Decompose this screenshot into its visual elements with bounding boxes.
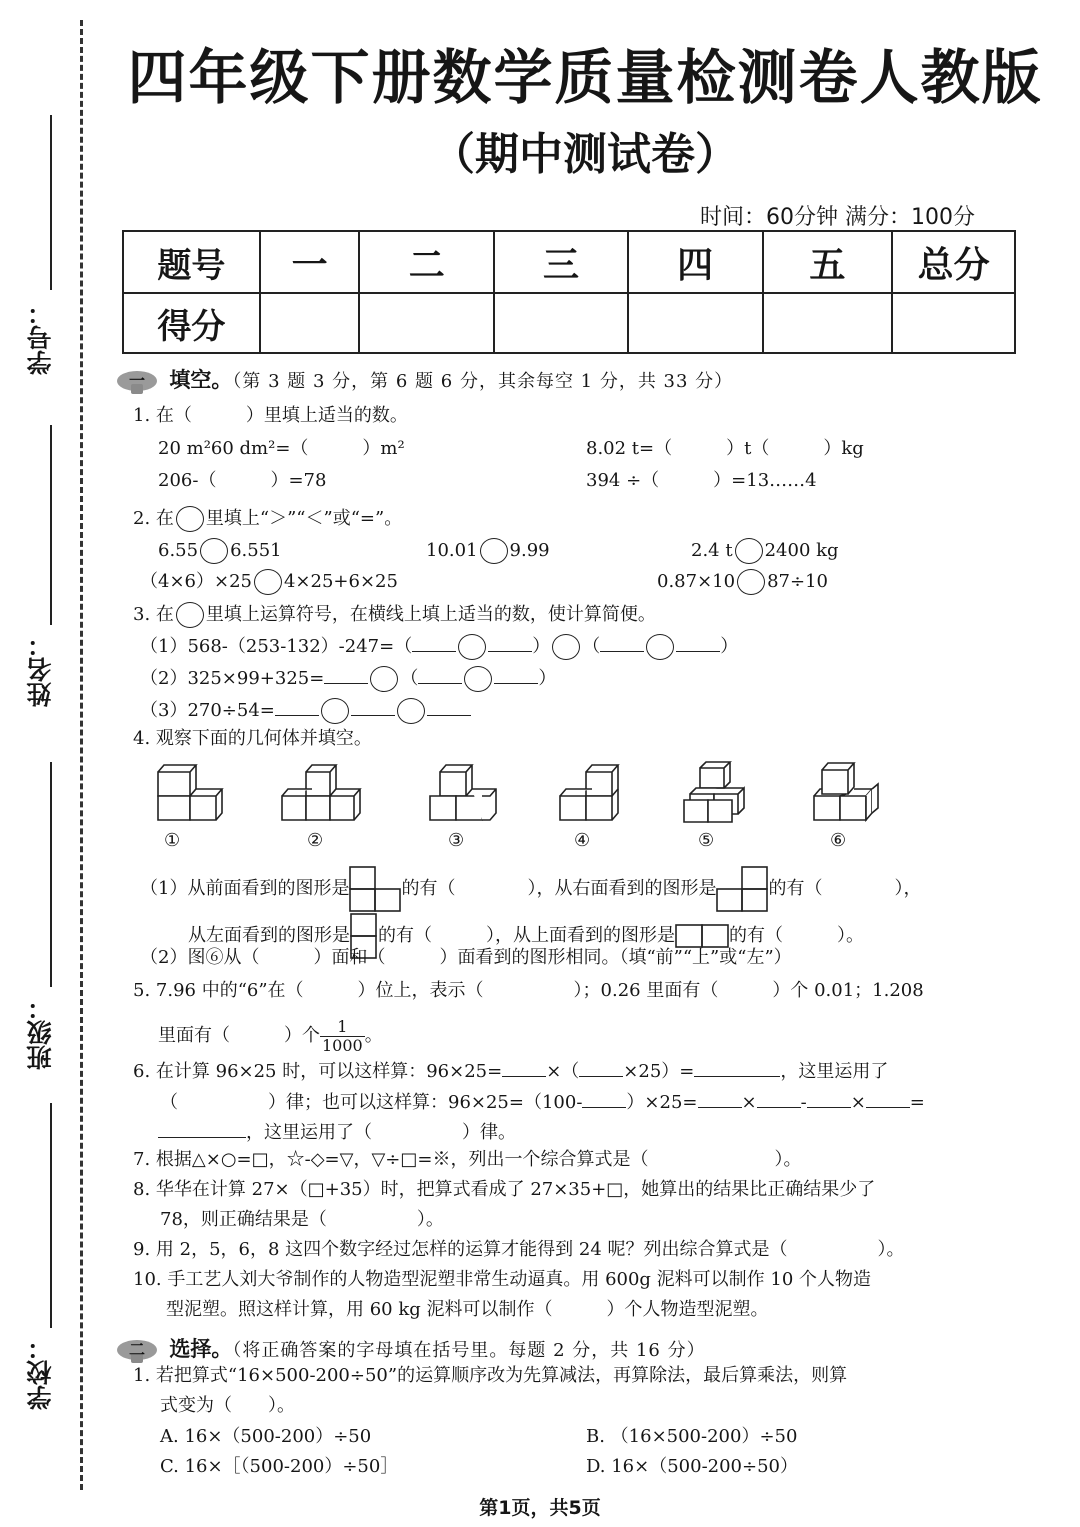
q7: 7. 根据△×○=□，☆-◇=▽，▽÷□=※，列出一个综合算式是（ ）。 (133, 1149, 802, 1170)
s2-q1-option-c: C. 16×［（500-200）÷50］ (160, 1456, 399, 1477)
q5-line1: 5. 7.96 中的“6”在（ ）位上，表示（ ）；0.26 里面有（ ）个 0.01；1.208 (133, 980, 924, 1001)
score-cell[interactable] (359, 293, 494, 353)
q6-l2a: （ ）律；也可以这样算：96×25=（100- (160, 1092, 583, 1113)
q6-l1b: ×（ (546, 1061, 580, 1082)
cube-figure-2 (278, 760, 368, 830)
q6-line3 (158, 1120, 516, 1142)
q2-c-right: 2400 kg (764, 540, 839, 561)
answer-blank[interactable] (412, 634, 456, 652)
q6-l2b: ）×25= (626, 1092, 698, 1113)
score-cell[interactable] (494, 293, 628, 353)
cube-figure-4 (558, 760, 628, 830)
q2-stem-b: 里填上“＞”“＜”或“=”。 (205, 508, 403, 529)
answer-circle[interactable] (458, 634, 486, 660)
q2-item-a (158, 538, 282, 564)
student-id-label: 学号： (26, 300, 55, 375)
q3-stem (133, 602, 656, 628)
answer-circle[interactable] (735, 538, 763, 564)
score-cell[interactable] (892, 293, 1015, 353)
q2-item-e (657, 569, 828, 595)
q2-b-right: 9.99 (509, 540, 550, 561)
answer-blank[interactable] (698, 1090, 742, 1108)
answer-blank[interactable] (582, 1090, 626, 1108)
q4-s1c: 的有（ ）， (768, 878, 922, 899)
q6-l3: ，这里运用了（ ）律。 (246, 1122, 516, 1143)
answer-blank[interactable] (502, 1059, 546, 1077)
q6-l1c: ×25）= (623, 1061, 695, 1082)
q4-s2b: 的有（ ），从上面看到的图形是 (378, 925, 675, 946)
class-label: 班级： (26, 995, 55, 1070)
fraction-denominator: 1000 (322, 1035, 363, 1055)
answer-blank[interactable] (694, 1059, 780, 1077)
answer-blank[interactable] (757, 1090, 801, 1108)
q2-d-right: 4×25+6×25 (283, 571, 398, 592)
q4-s2c: 的有（ ）。 (729, 925, 864, 946)
q2-stem-a: 2. 在 (133, 508, 174, 529)
q3-stem-b: 里填上运算符号，在横线上填上适当的数，使计算简便。 (205, 604, 656, 625)
figure-label-2: ② (307, 830, 324, 851)
q2-stem (133, 506, 402, 532)
q6-line1 (133, 1059, 888, 1081)
student-id-rule (50, 115, 52, 290)
view-shape-horizontal-icon (675, 923, 729, 949)
page-title: 四年级下册数学质量检测卷人教版 (127, 43, 1043, 112)
s2-q1-option-d: D. 16×（500-200÷50） (586, 1456, 799, 1477)
figure-label-1: ① (164, 830, 181, 851)
q4-sub1-line1 (140, 866, 921, 912)
score-table-score-label: 得分 (123, 293, 260, 353)
q4-stem: 4. 观察下面的几何体并填空。 (133, 728, 372, 749)
q4-sub2: （2）图⑥从（ ）面和（ ）面看到的图形相同。（填“前”“上”或“左”） (140, 947, 792, 968)
q6-line2: （ ）律；也可以这样算：96×25=（100- ）×25= × - × = (160, 1092, 925, 1113)
figure-label-3: ③ (448, 830, 465, 851)
q1-stem: 1. 在（ ）里填上适当的数。 (133, 405, 408, 426)
fraction-one-thousandth (320, 1018, 365, 1054)
q3-p1-text: （1）568-（253-132）-247=（ (140, 636, 413, 657)
q5-line2-end: 。 (364, 1025, 383, 1047)
score-col-3: 三 (494, 231, 628, 293)
s2-q1-option-a: A. 16×（500-200）÷50 (160, 1426, 372, 1447)
section-1-note: （第 3 题 3 分，第 6 题 6 分，其余每空 1 分，共 33 分） (232, 371, 734, 392)
s2-q1-line2: 式变为（ ）。 (160, 1395, 295, 1416)
q3-p3-text: （3）270÷54= (140, 700, 275, 721)
section-2-title: 选择。 (169, 1337, 233, 1361)
compare-circle (176, 602, 204, 628)
answer-blank[interactable] (488, 634, 532, 652)
answer-circle[interactable] (254, 569, 282, 595)
q2-a-left: 6.55 (158, 540, 199, 561)
answer-blank[interactable] (807, 1090, 851, 1108)
q2-item-c (691, 538, 839, 564)
q9: 9. 用 2，5，6，8 这四个数字经过怎样的运算才能得到 24 呢？列出综合算式是（ ）。 (133, 1239, 905, 1260)
q1-part-a: 20 m²60 dm²=（ ）m² (158, 438, 405, 459)
view-shape-l-right-icon (716, 866, 768, 912)
q5-line2-text: 里面有（ ）个 (158, 1025, 320, 1047)
q2-item-b (426, 538, 550, 564)
section-2-badge-label: 二 (128, 1339, 146, 1359)
score-table (122, 230, 1016, 354)
answer-blank[interactable] (275, 698, 319, 716)
q2-b-left: 10.01 (426, 540, 478, 561)
q2-e-right: 87÷10 (767, 571, 828, 592)
cube-figure-5 (680, 760, 760, 830)
score-col-total: 总分 (892, 231, 1015, 293)
figure-label-6: ⑥ (830, 830, 847, 851)
answer-blank[interactable] (676, 634, 720, 652)
school-rule (50, 1103, 52, 1328)
s2-q1-option-b: B. （16×500-200）÷50 (586, 1426, 798, 1447)
q10-line2: 型泥塑。照这样计算，用 60 kg 泥料可以制作（ ）个人物造型泥塑。 (166, 1299, 769, 1320)
score-col-2: 二 (359, 231, 494, 293)
cube-figure-6 (810, 760, 890, 830)
q3-part-3 (140, 698, 471, 724)
answer-blank[interactable] (427, 698, 471, 716)
q6-l1d: ，这里运用了 (780, 1061, 889, 1082)
cube-figure-1 (150, 760, 230, 830)
section-2-header (115, 1333, 706, 1365)
q1-part-b: 8.02 t=（ ）t（ ）kg (586, 438, 864, 459)
compare-circle (176, 506, 204, 532)
time-info: 时间：60分钟 满分：100分 (700, 205, 975, 230)
answer-circle[interactable] (646, 634, 674, 660)
section-2-note: （将正确答案的字母填在括号里。每题 2 分，共 16 分） (232, 1340, 706, 1361)
fraction-numerator: 1 (320, 1018, 365, 1037)
score-col-1: 一 (260, 231, 360, 293)
q4-s1b: 的有（ ），从右面看到的图形是 (401, 878, 717, 899)
answer-blank[interactable] (324, 666, 368, 684)
score-cell[interactable] (763, 293, 893, 353)
mushroom-badge-icon (115, 1337, 159, 1365)
q2-d-left: （4×6）×25 (140, 571, 252, 592)
q8-line1: 8. 华华在计算 27×（□+35）时，把算式看成了 27×35+□，她算出的结果比正确结果少了 (133, 1179, 876, 1200)
answer-circle[interactable] (200, 538, 228, 564)
q4-s2a: 从左面看到的图形是 (188, 925, 350, 946)
answer-circle[interactable] (370, 666, 398, 692)
name-label: 姓名： (26, 632, 55, 707)
q3-part-2: （2）325×99+325= （ ） (140, 666, 556, 692)
q5-line2 (158, 1018, 383, 1054)
answer-blank[interactable] (494, 666, 538, 684)
view-shape-l-icon (349, 866, 401, 912)
answer-blank[interactable] (579, 1059, 623, 1077)
q8-line2: 78，则正确结果是（ ）。 (160, 1209, 444, 1230)
score-table-header-label: 题号 (123, 231, 260, 293)
s2-q1-line1: 1. 若把算式“16×500-200÷50”的运算顺序改为先算减法，再算除法，最后算乘法，则算 (133, 1365, 848, 1386)
q2-c-left: 2.4 t (691, 540, 733, 561)
score-cell[interactable] (628, 293, 763, 353)
figure-label-4: ④ (574, 830, 591, 851)
mushroom-badge-icon (115, 368, 159, 396)
score-col-4: 四 (628, 231, 763, 293)
figure-label-5: ⑤ (698, 830, 715, 851)
score-cell[interactable] (260, 293, 360, 353)
score-col-5: 五 (763, 231, 893, 293)
section-1-badge-label: 一 (128, 370, 146, 390)
school-label: 学校： (26, 1335, 55, 1410)
answer-circle[interactable] (480, 538, 508, 564)
q10-line1: 10. 手工艺人刘大爷制作的人物造型泥塑非常生动逼真。用 600g 泥料可以制作 10 个人物造 (133, 1269, 872, 1290)
q1-part-d: 394 ÷（ ）=13……4 (586, 470, 817, 491)
answer-circle[interactable] (552, 634, 580, 660)
q4-figures (150, 760, 890, 850)
name-rule (50, 425, 52, 625)
class-rule (50, 762, 52, 987)
page-subtitle: （期中测试卷） (431, 129, 739, 180)
q3-stem-a: 3. 在 (133, 604, 174, 625)
q3-part-1: （1）568-（253-132）-247=（ ） （ ） (140, 634, 738, 660)
answer-blank[interactable] (158, 1120, 246, 1138)
q1-part-c: 206-（ ）=78 (158, 470, 327, 491)
binding-dashed-line (80, 20, 83, 1490)
answer-circle[interactable] (737, 569, 765, 595)
section-1-title: 填空。 (169, 368, 233, 392)
answer-blank[interactable] (866, 1090, 910, 1108)
answer-circle[interactable] (397, 698, 425, 724)
answer-blank[interactable] (351, 698, 395, 716)
answer-blank[interactable] (418, 666, 462, 684)
page-footer: 第1页，共5页 (479, 1497, 601, 1519)
answer-circle[interactable] (321, 698, 349, 724)
q2-a-right: 6.551 (230, 540, 282, 561)
section-1-header (115, 364, 733, 396)
answer-blank[interactable] (600, 634, 644, 652)
cube-figure-3 (426, 760, 506, 830)
q6-l1a: 6. 在计算 96×25 时，可以这样算：96×25= (133, 1061, 503, 1082)
q3-p2-text: （2）325×99+325= (140, 668, 325, 689)
answer-circle[interactable] (464, 666, 492, 692)
q2-item-d (140, 569, 398, 595)
q4-s1a: （1）从前面看到的图形是 (140, 878, 350, 899)
q2-e-left: 0.87×10 (657, 571, 736, 592)
